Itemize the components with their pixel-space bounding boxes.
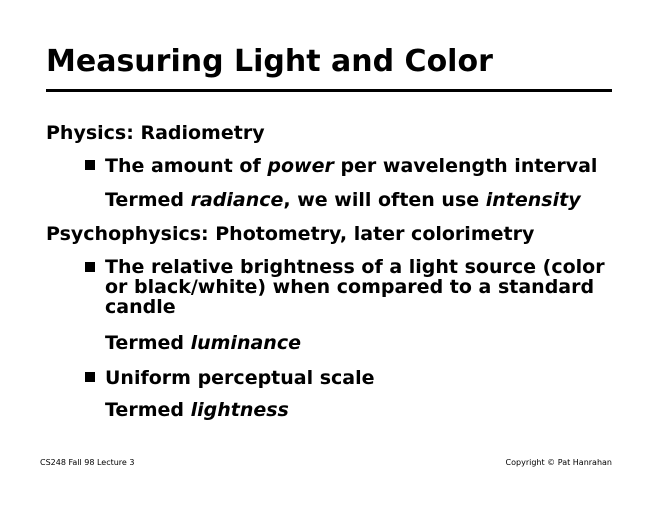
bullet-power-em: power <box>267 155 334 177</box>
bullet-power-text: The amount of <box>105 155 268 177</box>
termed-lightness <box>105 399 289 421</box>
slide-title: Measuring Light and Color <box>46 44 493 79</box>
bullet-square-icon <box>85 160 95 170</box>
bullet-square-icon <box>85 262 95 272</box>
termed-lightness-pre: Termed <box>105 399 191 421</box>
footer-course: CS248 Fall 98 Lecture 3 <box>40 458 135 467</box>
bullet-brightness: The relative brightness of a light source (color or black/white) when compared to a standard candle <box>105 256 605 318</box>
luminance-term: luminance <box>190 332 301 354</box>
bullet-power <box>105 155 597 177</box>
termed-radiance-mid: , we will often use <box>283 189 486 211</box>
intensity-term: intensity <box>485 189 581 211</box>
footer-copyright: Copyright © Pat Hanrahan <box>505 458 612 467</box>
title-rule <box>46 89 612 92</box>
physics-heading: Physics: Radiometry <box>46 122 265 144</box>
termed-luminance-pre: Termed <box>105 332 191 354</box>
psychophysics-heading: Psychophysics: Photometry, later colorimetry <box>46 223 535 245</box>
radiance-term: radiance <box>190 189 284 211</box>
termed-luminance <box>105 332 301 354</box>
bullet-uniform-scale: Uniform perceptual scale <box>105 367 375 389</box>
termed-radiance <box>105 189 581 211</box>
lightness-term: lightness <box>190 399 289 421</box>
termed-radiance-pre: Termed <box>105 189 191 211</box>
bullet-square-icon <box>85 372 95 382</box>
bullet-power-rest: per wavelength interval <box>333 155 598 177</box>
